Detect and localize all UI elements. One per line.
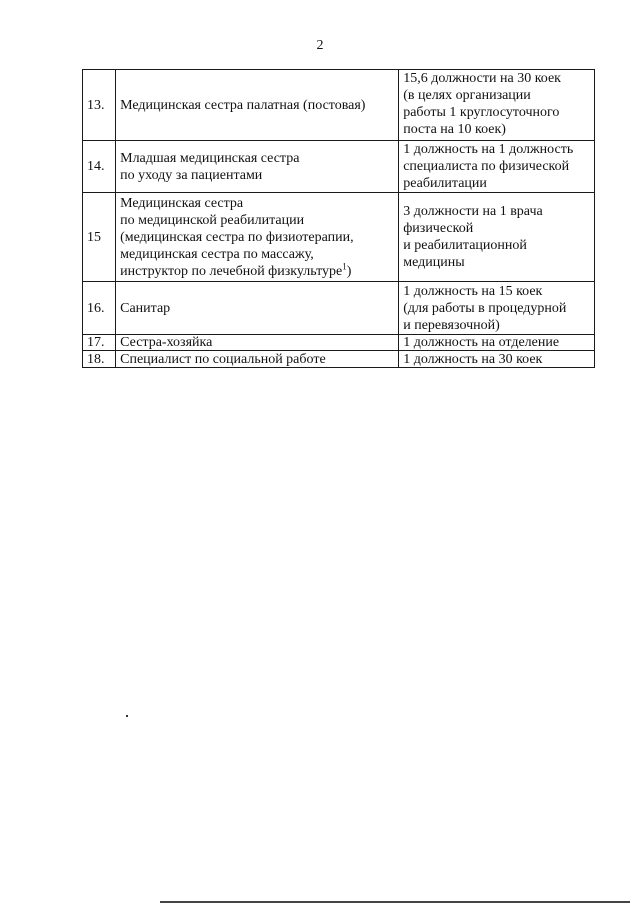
staffing-norm [399,351,595,368]
staffing-norm [399,282,595,335]
table-row [83,193,595,282]
staffing-norm [399,193,595,282]
staffing-norm [399,141,595,193]
scan-speck [126,715,128,717]
table-row [83,335,595,351]
position-name-text [120,195,394,280]
position-name [116,141,399,193]
staffing-norm-text: 1 должность на отделение [403,335,560,350]
position-name [116,335,399,351]
row-number: 18. [83,351,116,368]
position-name-end: ) [346,263,352,279]
position-name-text: Сестра-хозяйка [120,335,213,350]
position-name-text: Младшая медицинская сестра по уходу за пациентами [120,150,300,183]
row-number: 14. [83,141,116,193]
staffing-norm-text: 1 должность на 1 должность специалиста по физической реабилитации [403,142,574,191]
position-name-text: Санитар [120,300,171,316]
footnote-marker: 1 [342,260,347,271]
staffing-norm [399,335,595,351]
staffing-table [82,69,595,368]
page-number: 2 [316,38,324,53]
row-number: 13. [83,70,116,141]
staffing-norm [399,70,595,141]
staffing-norm-text: 1 должность на 15 коек (для работы в процедурной и перевязочной) [403,283,567,333]
position-name [116,70,399,141]
scan-edge-line [160,901,630,903]
staffing-norm-text: 1 должность на 30 коек [403,351,543,367]
position-name [116,351,399,368]
table-row [83,351,595,368]
staffing-norm-text: 3 должности на 1 врача физической и реабилитационной медицины [403,204,543,270]
position-name-text: Медицинская сестра палатная (постовая) [120,97,366,113]
position-name [116,282,399,335]
staffing-norm-text: 15,6 должности на 30 коек (в целях организации работы 1 круглосуточного поста на 10 коек) [403,71,561,137]
position-name [116,193,399,282]
table-row [83,70,595,141]
table-row [83,141,595,193]
row-number: 15 [83,193,116,282]
row-number: 16. [83,282,116,335]
row-number: 17. [83,335,116,351]
position-name-text: Специалист по социальной работе [120,351,326,367]
table-row [83,282,595,335]
position-name-main: Медицинская сестра по медицинской реабилитации (медицинская сестра по физиотерапии, медицинская сестра по массажу, инструктор по лечебной физкультуре [120,195,354,279]
